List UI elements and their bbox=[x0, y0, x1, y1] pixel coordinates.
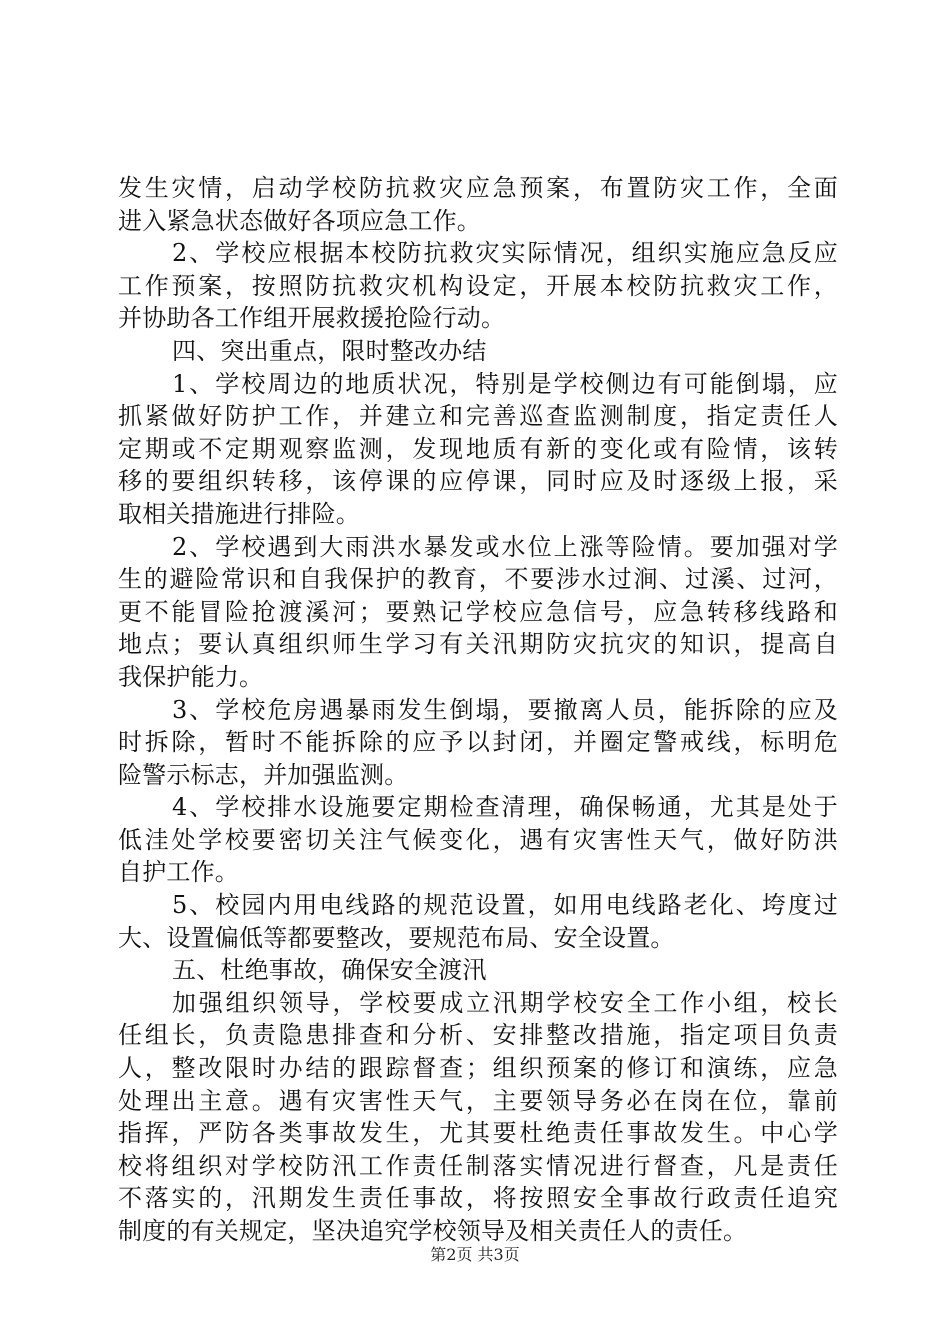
text-line: 进入紧急状态做好各项应急工作。 bbox=[118, 206, 481, 235]
text-line: 并协助各工作组开展救援抢险行动。 bbox=[118, 304, 506, 333]
text-line: 不落实的，汛期发生责任事故，将按照安全事故行政责任追究 bbox=[118, 1184, 838, 1213]
text-line: 制度的有关规定，坚决追究学校领导及相关责任人的责任。 bbox=[118, 1217, 748, 1245]
text-line: 4、学校排水设施要定期检查清理，确保畅通，尤其是处于 bbox=[172, 793, 838, 822]
text-line: 2、学校遇到大雨洪水暴发或水位上涨等险情。要加强对学 bbox=[172, 532, 838, 561]
text-line: 3、学校危房遇暴雨发生倒塌，要撤离人员，能拆除的应及 bbox=[172, 695, 838, 724]
text-line: 人，整改限时办结的跟踪督查；组织预案的修订和演练，应急 bbox=[118, 1054, 838, 1083]
text-line: 四、突出重点，限时整改办结 bbox=[172, 336, 487, 365]
text-line: 低洼处学校要密切关注气候变化，遇有灾害性天气，做好防洪 bbox=[118, 825, 838, 854]
text-line: 险警示标志，并加强监测。 bbox=[118, 760, 409, 789]
page-number-label: 第2页 共3页 bbox=[430, 1245, 520, 1264]
text-line: 取相关措施进行排险。 bbox=[118, 499, 360, 528]
text-line: 我保护能力。 bbox=[118, 662, 264, 691]
text-line: 时拆除，暂时不能拆除的应予以封闭，并圈定警戒线，标明危 bbox=[118, 728, 838, 757]
text-line: 2、学校应根据本校防抗救灾实际情况，组织实施应急反应 bbox=[172, 239, 838, 268]
page-footer bbox=[0, 1242, 950, 1265]
text-line: 五、杜绝事故，确保安全渡汛 bbox=[172, 956, 487, 985]
text-line: 生的避险常识和自我保护的教育，不要涉水过涧、过溪、过河， bbox=[118, 565, 838, 594]
text-line: 任组长，负责隐患排查和分析、安排整改措施，指定项目负责 bbox=[118, 1021, 838, 1050]
text-line: 校将组织对学校防汛工作责任制落实情况进行督查，凡是责任 bbox=[118, 1151, 838, 1180]
text-line: 自护工作。 bbox=[118, 858, 239, 887]
document-body bbox=[118, 172, 838, 1248]
text-line: 抓紧做好防护工作，并建立和完善巡查监测制度，指定责任人 bbox=[118, 402, 838, 431]
text-line: 定期或不定期观察监测，发现地质有新的变化或有险情，该转 bbox=[118, 434, 838, 463]
text-line: 大、设置偏低等都要整改，要规范布局、安全设置。 bbox=[118, 923, 675, 952]
text-line: 工作预案，按照防抗救灾机构设定，开展本校防抗救灾工作， bbox=[118, 271, 838, 300]
text-line: 加强组织领导，学校要成立汛期学校安全工作小组，校长 bbox=[172, 988, 838, 1017]
text-line: 指挥，严防各类事故发生，尤其要杜绝责任事故发生。中心学 bbox=[118, 1119, 838, 1148]
text-line: 移的要组织转移，该停课的应停课，同时应及时逐级上报，采 bbox=[118, 467, 838, 496]
text-line: 发生灾情，启动学校防抗救灾应急预案，布置防灾工作，全面 bbox=[118, 174, 838, 202]
text-line: 处理出主意。遇有灾害性天气，主要领导务必在岗在位，靠前 bbox=[118, 1086, 838, 1115]
text-line: 5、校园内用电线路的规范设置，如用电线路老化、垮度过 bbox=[172, 891, 838, 920]
text-line: 更不能冒险抢渡溪河；要熟记学校应急信号，应急转移线路和 bbox=[118, 597, 838, 626]
text-line: 1、学校周边的地质状况，特别是学校侧边有可能倒塌，应 bbox=[172, 369, 838, 398]
text-line: 地点；要认真组织师生学习有关汛期防灾抗灾的知识，提高自 bbox=[118, 630, 838, 659]
